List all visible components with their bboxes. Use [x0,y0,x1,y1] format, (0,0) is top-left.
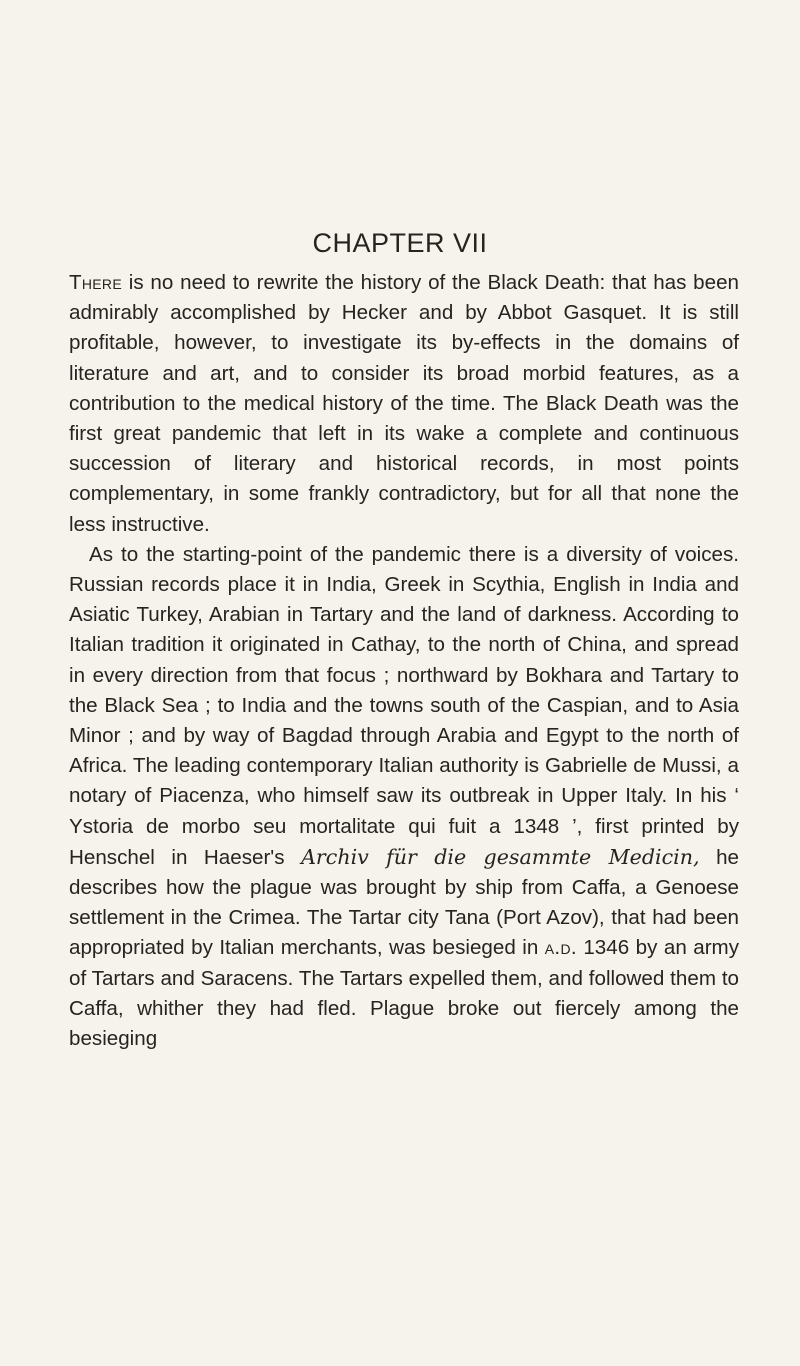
paragraph-1-lead: There [69,271,122,294]
chapter-body [69,268,739,1054]
chapter-title: CHAPTER VII [312,228,488,258]
paragraph-2 [69,540,739,1054]
paragraph-2-part-1: As to the starting-point of the pandemic there is a diversity of voices. Russian records place it in India, Greek in Scythia, English in India and Asiatic Turkey, Arabian in Tartary and the land of darkness. According to Italian tradition it originated in Cathay, to the north of China, and spread in every direction from that focus ; northward by Bokhara and Tartary to the Black Sea ; to India and the towns south of the Caspian, and to Asia Minor ; and by way of Bagdad through Arabia and Egypt to the north of Africa. The leading contemporary Italian authority is Gabrielle de Mussi, a notary of Piacenza, who himself saw its outbreak in Upper Italy. In his ‘ Ystoria de morbo seu mortalitate qui fuit a 1348 ’, first printed by Henschel in Haeser's [69,542,739,869]
paragraph-1-text: is no need to rewrite the history of the Black Death: that has been admirably accomplished by Hecker and by Abbot Gasquet. It is still profitable, however, to investigate its by-effects in the domains of literature and art, and to consider its broad morbid features, as a contribution to the medical history of the time. The Black Death was the first great pandemic that left in its wake a complete and continuous succession of literary and historical records, in most points complementary, in some frankly contradictory, but for all that none the less instructive. [69,271,739,536]
paragraph-2-italic-title: Archiv für die gesammte Medicin, [301,844,700,869]
paragraph-2-part-3: 1346 by an army of Tartars and Saracens. The Tartars expelled them, and followed them to Caffa, whither they had fled. Plague broke out fiercely among the besieging [69,936,740,1051]
paragraph-1 [69,268,739,540]
paragraph-2-part-2: he describes how the plague was brought by ship from Caffa, a Genoese settlement in the Crimea. The Tartar city Tana (Port Azov), that had been appropriated by Italian merchants, was besieged in [69,845,739,960]
paragraph-2-era: a.d. [544,936,577,960]
